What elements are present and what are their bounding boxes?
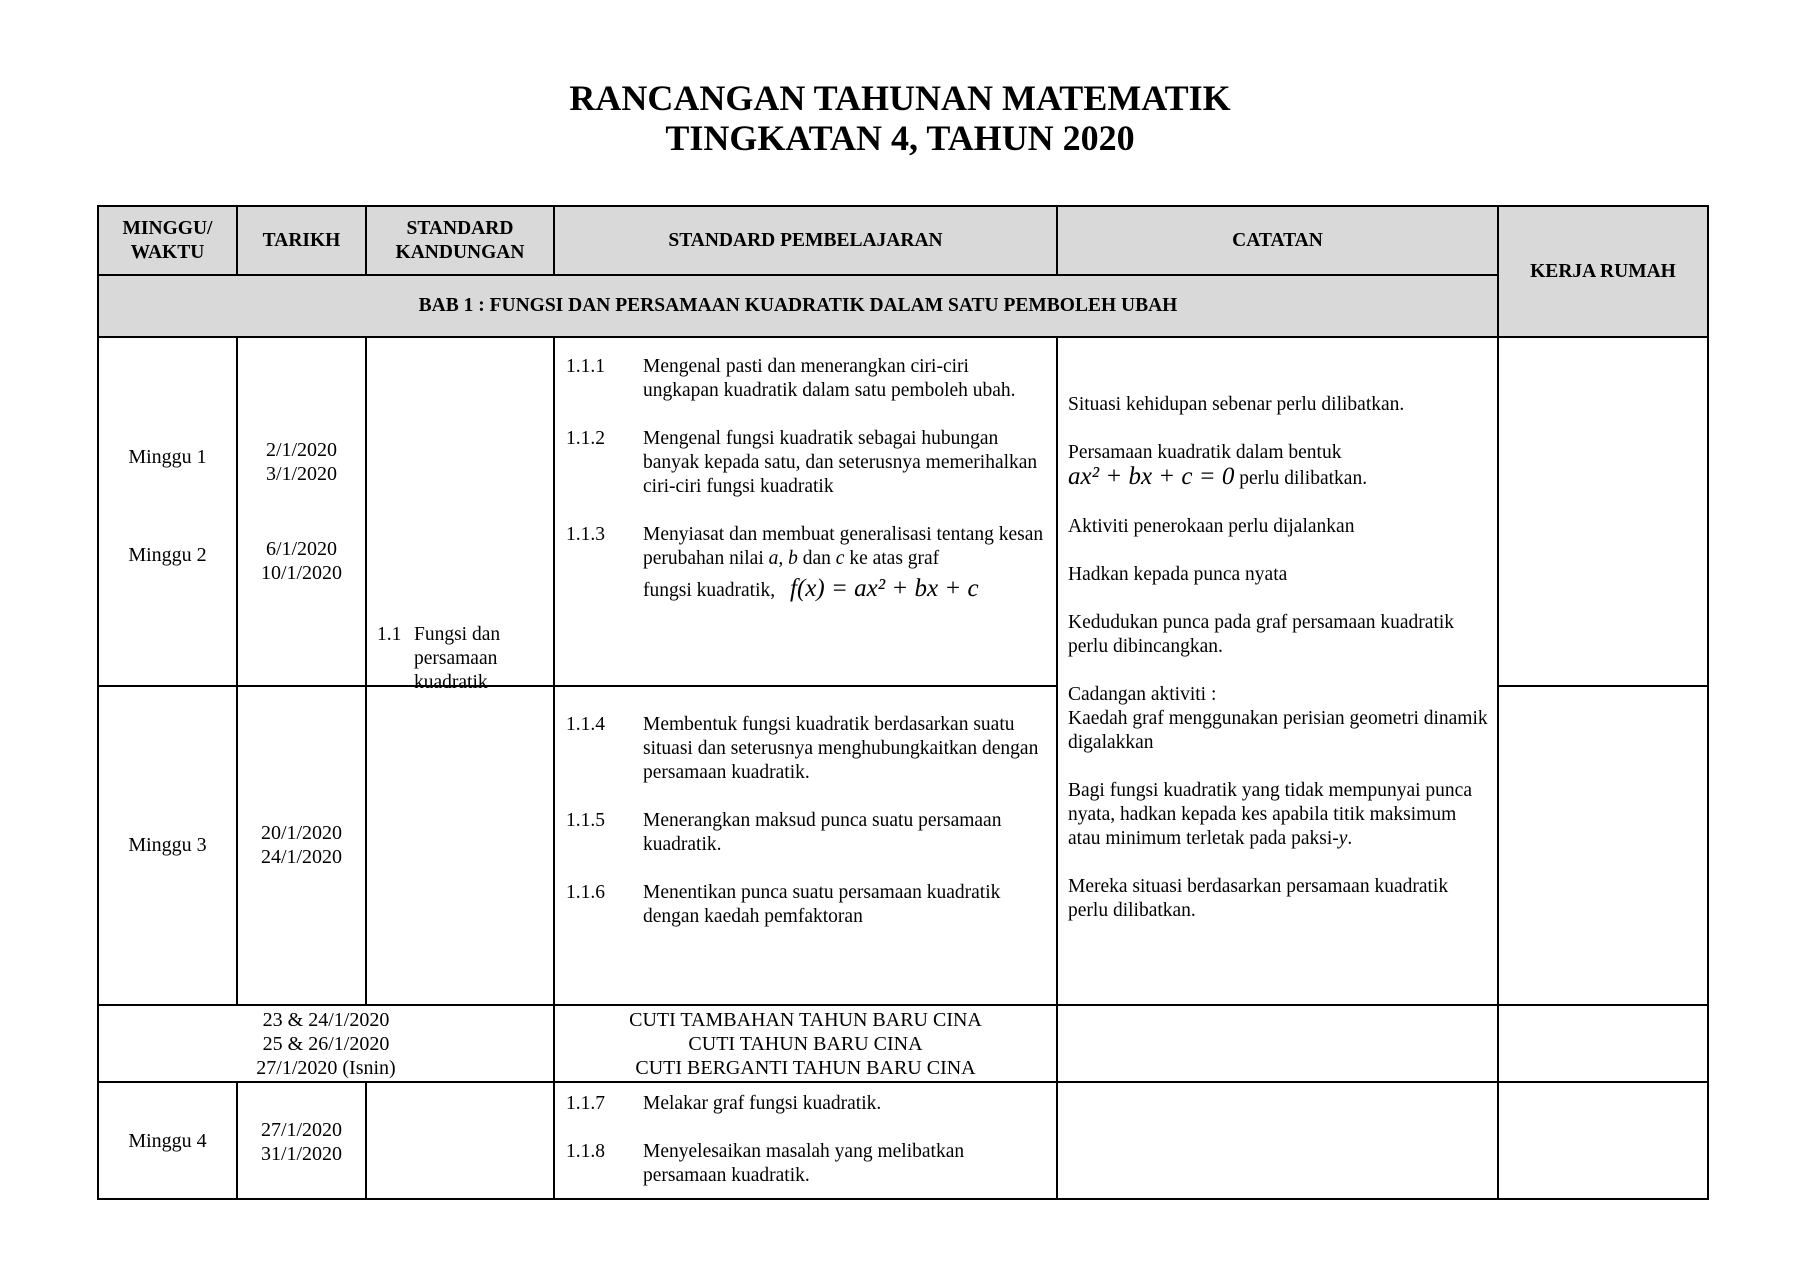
border-bottom — [97, 1198, 1709, 1200]
catatan-notes — [1068, 393, 1493, 947]
document-subtitle: TINGKATAN 4, TAHUN 2020 — [665, 118, 1135, 158]
text-part: Menyiasat dan membuat generalisasi tentang kesan perubahan nilai — [643, 524, 1044, 569]
text-part: fungsi kuadratik, — [643, 580, 776, 601]
week-4-date-start: 27/1/2020 — [260, 1119, 343, 1141]
text-part: ke atas graf — [844, 548, 940, 569]
holiday-date: 27/1/2020 (Isnin) — [256, 1056, 396, 1079]
document-title: RANCANGAN TAHUNAN MATEMATIK — [569, 78, 1231, 118]
quadratic-equation-formula: ax² + bx + c = 0 — [1068, 463, 1235, 490]
formula-line — [643, 577, 1046, 603]
border-week2-c — [1497, 685, 1709, 687]
header-standard-pembelajaran: STANDARD PEMBELAJARAN — [668, 229, 943, 251]
header-tarikh: TARIKH — [262, 229, 341, 251]
note-item: Cadangan aktiviti : Kaedah graf menggunakan perisian geometri dinamik digalakkan — [1068, 684, 1488, 753]
header-catatan: CATATAN — [1232, 229, 1323, 251]
variable-ab: a, b — [768, 548, 798, 569]
note-item: Aktiviti penerokaan perlu dijalankan — [1068, 516, 1355, 537]
learning-standard-number: 1.1.8 — [566, 1141, 605, 1162]
learning-standard-item — [566, 1092, 1046, 1116]
week-1-date-start: 2/1/2020 — [265, 439, 338, 461]
col-line-2c — [365, 1081, 367, 1200]
col-line-2b — [365, 336, 367, 1006]
week-2-date-start: 6/1/2020 — [265, 538, 338, 560]
variable-y: y — [1338, 828, 1348, 849]
content-standard-text: Fungsi dan persamaan kuadratik — [414, 624, 501, 693]
holiday-dates — [99, 1006, 553, 1081]
holiday-event: CUTI TAHUN BARU CINA — [688, 1032, 923, 1055]
learning-standard-item — [566, 1140, 1046, 1188]
border-week2-b — [553, 685, 1056, 687]
holiday-date: 25 & 26/1/2020 — [262, 1032, 390, 1055]
border-holiday-bottom — [97, 1081, 1709, 1083]
col-line-4b — [1056, 336, 1058, 1200]
learning-standard-text: Mengenal fungsi kuadratik sebagai hubungan banyak kepada satu, dan seterusnya memerihalkan ciri-ciri fungsi kuadratik — [643, 428, 1038, 497]
week-3-date-end: 24/1/2020 — [260, 846, 343, 868]
holiday-date: 23 & 24/1/2020 — [262, 1008, 390, 1031]
note-item: Situasi kehidupan sebenar perlu dilibatkan. — [1068, 394, 1405, 415]
learning-standard-number: 1.1.2 — [566, 428, 605, 449]
week-3-date-start: 20/1/2020 — [260, 822, 343, 844]
text-part: Persamaan kuadratik dalam bentuk — [1068, 442, 1342, 463]
learning-standard-number: 1.1.7 — [566, 1093, 605, 1114]
week-2-label: Minggu 2 — [128, 544, 207, 566]
holiday-event: CUTI BERGANTI TAHUN BARU CINA — [635, 1056, 976, 1079]
learning-standard-number: 1.1.3 — [566, 524, 605, 545]
learning-standards-group-2 — [566, 713, 1046, 929]
learning-standard-number: 1.1.6 — [566, 882, 605, 903]
col-line-1b — [236, 336, 238, 1006]
learning-standard-number: 1.1.1 — [566, 356, 605, 377]
border-right — [1707, 205, 1709, 1200]
week-2-date-end: 10/1/2020 — [260, 562, 343, 584]
learning-standard-item — [566, 427, 1046, 499]
learning-standard-text: Menentikan punca suatu persamaan kuadratik dengan kaedah pemfaktoran — [643, 882, 1001, 927]
learning-standard-item — [566, 523, 1046, 603]
week-4-label: Minggu 4 — [128, 1130, 207, 1152]
holiday-event: CUTI TAMBAHAN TAHUN BARU CINA — [629, 1008, 982, 1031]
learning-standard-number: 1.1.4 — [566, 714, 605, 735]
learning-standard-text: Membentuk fungsi kuadratik berdasarkan suatu situasi dan seterusnya menghubungkaitkan dengan persamaan kuadratik. — [643, 714, 1039, 783]
learning-standard-number: 1.1.5 — [566, 810, 605, 831]
learning-standard-text: Menyelesaikan masalah yang melibatkan persamaan kuadratik. — [643, 1141, 965, 1186]
border-chapter — [97, 336, 1709, 338]
content-standard — [377, 623, 547, 695]
learning-standard-item — [566, 809, 1046, 857]
text-part: Bagi fungsi kuadratik yang tidak mempunyai punca nyata, hadkan kepada kes apabila titik maksimum atau minimum terletak pada paksi- — [1068, 780, 1472, 849]
content-standard-number: 1.1 — [377, 624, 402, 645]
chapter-title: BAB 1 : FUNGSI DAN PERSAMAAN KUADRATIK DALAM SATU PEMBOLEH UBAH — [418, 295, 1178, 316]
holiday-events — [555, 1006, 1056, 1081]
learning-standard-item — [566, 881, 1046, 929]
learning-standard-text — [643, 524, 1043, 569]
note-item — [1068, 441, 1493, 491]
text-part: perlu dilibatkan. — [1234, 468, 1368, 489]
note-item: Kedudukan punca pada graf persamaan kuadratik perlu dibincangkan. — [1068, 612, 1455, 657]
learning-standards-group-1 — [566, 355, 1046, 603]
learning-standard-text: Melakar graf fungsi kuadratik. — [643, 1093, 882, 1114]
note-item — [1068, 779, 1493, 851]
header-standard-kandungan: STANDARD KANDUNGAN — [395, 217, 525, 263]
header-kerja-rumah: KERJA RUMAH — [1530, 260, 1676, 282]
text-part: . — [1347, 828, 1353, 849]
annual-plan-table — [97, 205, 1709, 1200]
header-minggu: MINGGU/ WAKTU — [122, 217, 213, 263]
note-item: Hadkan kepada punca nyata — [1068, 564, 1288, 585]
learning-standard-text: Menerangkan maksud punca suatu persamaan kuadratik. — [643, 810, 1002, 855]
week-1-date-end: 3/1/2020 — [265, 463, 338, 485]
learning-standard-item — [566, 713, 1046, 785]
note-item: Mereka situasi berdasarkan persamaan kuadratik perlu dilibatkan. — [1068, 876, 1449, 921]
learning-standard-text: Mengenal pasti dan menerangkan ciri-ciri ungkapan kuadratik dalam satu pemboleh ubah. — [643, 356, 1016, 401]
learning-standards-group-3 — [566, 1092, 1046, 1188]
variable-c: c — [835, 548, 845, 569]
text-part: dan — [797, 548, 836, 569]
week-4-date-end: 31/1/2020 — [260, 1143, 343, 1165]
quadratic-function-formula: f(x) = ax² + bx + c — [790, 575, 979, 602]
col-line-5 — [1497, 205, 1499, 1200]
learning-standard-item — [566, 355, 1046, 403]
week-1-label: Minggu 1 — [128, 446, 207, 468]
week-3-label: Minggu 3 — [128, 834, 207, 856]
